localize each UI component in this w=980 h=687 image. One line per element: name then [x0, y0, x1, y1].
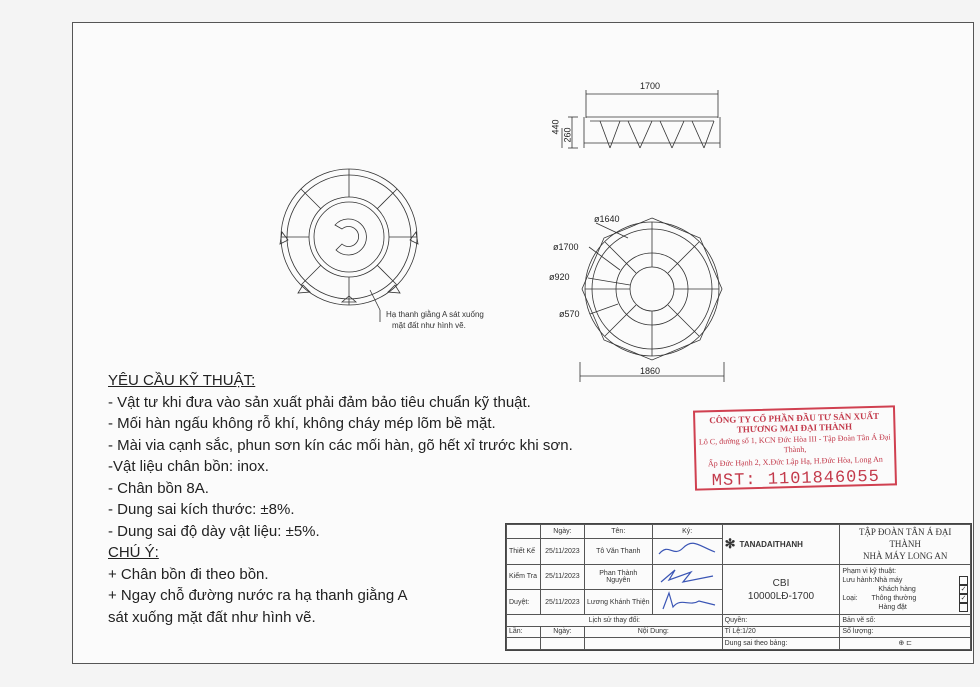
factory-name: NHÀ MÁY LONG AN [862, 551, 948, 562]
stamp-address-1: Lô C, đường số 1, KCN Đức Hòa III - Tập Đoàn Tân Á Đại Thành, [698, 432, 891, 455]
role-designer: Thiết Kế [507, 538, 541, 564]
note-item: - Dung sai kích thước: ±8%. [108, 501, 295, 518]
revision-date-label: Ngày: [540, 626, 584, 637]
role-checker: Kiểm Tra [507, 564, 541, 589]
rights-label: Quyền: [722, 615, 840, 626]
checkbox-customer[interactable]: ✓ [960, 586, 967, 594]
note-item: -Vật liệu chân bồn: inox. [108, 458, 269, 475]
history-label: Lịch sử thay đổi: [507, 615, 723, 626]
logo-icon: ✻ [724, 536, 736, 552]
type-label: Loại: [842, 595, 858, 603]
logo-cell [722, 525, 840, 565]
scope-cell [840, 564, 971, 615]
header-name: Tên: [584, 525, 652, 539]
name-approver: Lương Khánh Thiện [584, 590, 652, 615]
scope-factory: Lưu hành:Nhà máy [842, 577, 903, 585]
company-stamp [693, 405, 897, 490]
dim-d920: ø920 [549, 272, 570, 282]
name-designer: Tô Văn Thanh [584, 538, 652, 564]
attention-item: + Ngay chỗ đường nước ra hạ thanh giằng A [108, 587, 408, 604]
product-cell [722, 564, 840, 615]
attention-item: sát xuống mặt đất như hình vẽ. [108, 608, 316, 626]
note-item: - Chân bồn 8A. [108, 479, 209, 497]
date-designer: 25/11/2023 [540, 538, 584, 564]
group-name: TẬP ĐOÀN TÂN Á ĐẠI THÀNH [858, 527, 952, 550]
stamp-tax-code: MST: 1101846055 [711, 467, 881, 492]
attention-item: + Chân bồn đi theo bồn. [108, 565, 269, 583]
note-item: - Mài via cạnh sắc, phun sơn kín các mối hàn, gõ hết xỉ trước khi sơn. [108, 436, 573, 454]
signature-approver [652, 590, 722, 615]
callout-line-1: Hạ thanh giằng A sát xuống [386, 310, 484, 319]
note-item: - Vật tư khi đưa vào sản xuất phải đảm bảo tiêu chuẩn kỹ thuật. [108, 393, 531, 411]
note-item: - Dung sai độ dày vật liệu: ±5%. [108, 522, 320, 540]
stamp-company: CÔNG TY CỔ PHẦN ĐẦU TƯ SẢN XUẤT THƯƠNG MẠI ĐẠI THÀNH [709, 410, 880, 435]
name-checker: Phan Thành Nguyên [584, 564, 652, 589]
signature-designer [652, 538, 722, 564]
attention-heading: CHÚ Ý: [108, 544, 159, 561]
checkbox-normal[interactable]: ✓ [960, 595, 967, 603]
date-approver: 25/11/2023 [540, 590, 584, 615]
dim-260: 260 [562, 127, 573, 143]
logo-text: TANADAITHANH [739, 539, 803, 549]
target-icon: ⊕ [898, 640, 905, 648]
type-normal: Thông thường [871, 595, 917, 603]
header-sign: Ký: [652, 525, 722, 539]
callout-line-2: mặt đất như hình vẽ. [392, 321, 466, 330]
dim-1860: 1860 [640, 366, 661, 376]
title-block [505, 523, 972, 651]
type-custom: Hàng đặt [878, 604, 907, 612]
dim-1700: 1700 [640, 81, 661, 91]
dim-d1700: ø1700 [553, 242, 579, 252]
dim-d1640: ø1640 [594, 214, 620, 224]
scope-customer: Khách hàng [878, 586, 916, 594]
drawing-number-label: Bản vẽ số: [840, 615, 971, 626]
scope-title: Phạm vi kỹ thuật: [842, 568, 897, 576]
revision-content-label: Nội Dung: [584, 626, 722, 637]
role-approver: Duyệt: [507, 590, 541, 615]
notes-heading: YÊU CẦU KỸ THUẬT: [108, 372, 256, 389]
header-date: Ngày: [540, 525, 584, 539]
group-cell [840, 525, 971, 565]
product-code: CBI [772, 577, 790, 589]
stamp-address-2: Ấp Đức Hạnh 2, X.Đức Lập Hạ, H.Đức Hòa, Long An [707, 454, 883, 469]
signature-icon [655, 540, 719, 560]
projection-symbol [840, 637, 971, 649]
side-view [562, 90, 720, 148]
signature-icon [655, 566, 719, 586]
quantity-label: Số lượng: [840, 626, 971, 637]
dim-d570: ø570 [559, 309, 580, 319]
note-item: - Mối hàn ngấu không rỗ khí, không cháy mép lõm bề mặt. [108, 415, 496, 432]
checkbox-factory[interactable] [959, 576, 968, 585]
revision-label: Lần: [507, 626, 541, 637]
callout-note [386, 309, 484, 331]
technical-notes [108, 370, 573, 628]
signature-checker [652, 564, 722, 589]
scale-label: Tỉ Lệ:1/20 [722, 626, 840, 637]
plan-view [580, 218, 724, 382]
checkbox-custom[interactable] [959, 603, 968, 612]
top-view-left [280, 169, 418, 322]
product-model: 10000LĐ-1700 [747, 590, 815, 602]
cone-icon: ⊏ [906, 640, 913, 648]
tolerance-label: Dung sai theo bảng: [722, 637, 840, 649]
date-checker: 25/11/2023 [540, 564, 584, 589]
signature-icon [655, 591, 719, 611]
dim-440: 440 [550, 119, 561, 135]
company-logo [725, 536, 838, 552]
